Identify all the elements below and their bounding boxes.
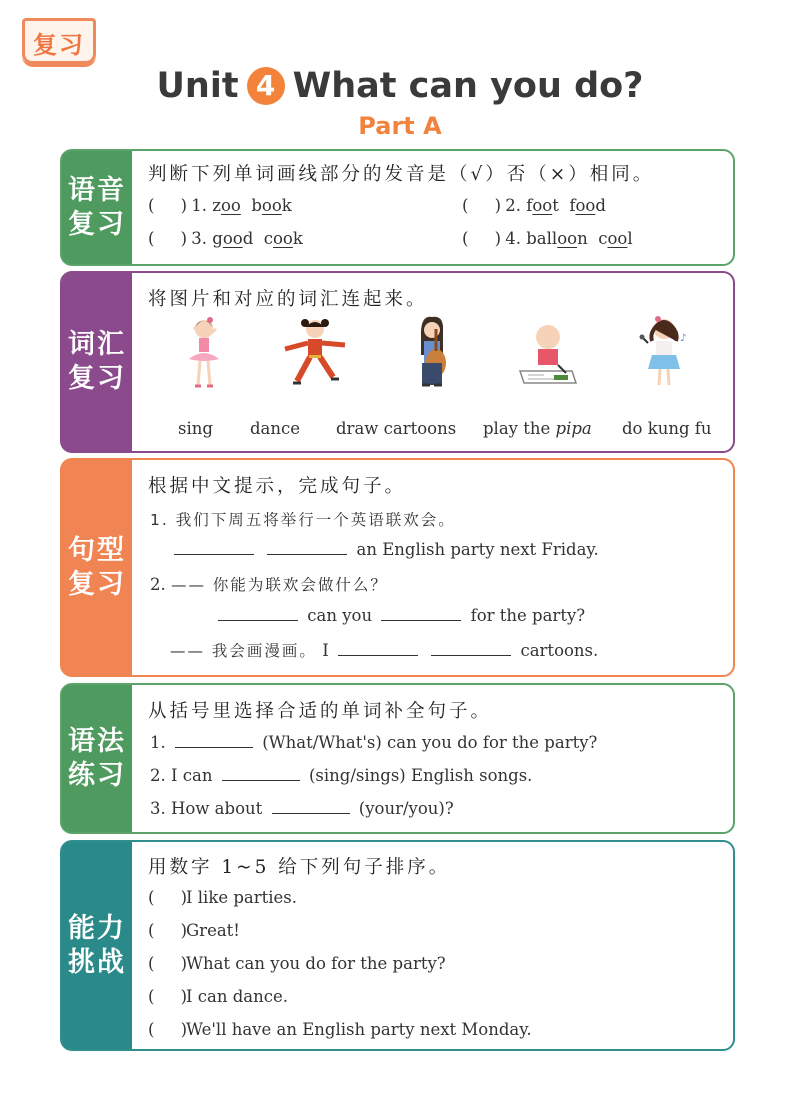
word-part: k — [281, 196, 292, 215]
underlined-part: oo — [222, 229, 243, 248]
word-food — [569, 196, 606, 215]
sentence-q1-english — [170, 540, 599, 559]
word-balloon — [526, 229, 587, 248]
title-question: What can you do? — [292, 66, 644, 106]
tab-line-2: 挑战 — [68, 946, 126, 978]
answer-blank[interactable] — [338, 654, 418, 656]
vocab-text: play the — [483, 419, 551, 438]
page-title — [0, 66, 800, 110]
singing-picture[interactable] — [634, 315, 694, 391]
vocab-word-dance[interactable]: dance — [250, 419, 301, 438]
vocab-italic: pipa — [555, 419, 592, 438]
grammar-instruction: 从括号里选择合适的单词补全句子。 — [148, 701, 493, 722]
sentence-text: 3. How about — [150, 799, 263, 818]
word-cook — [264, 229, 303, 248]
word-part: l — [627, 229, 633, 248]
grammar-item-1 — [150, 733, 597, 752]
answer-blank[interactable] — [175, 746, 253, 748]
phonics-review-panel — [60, 149, 735, 266]
sentence-q1-chinese: 1. 我们下周五将举行一个英语联欢会。 — [150, 511, 456, 529]
underlined-part: oo — [607, 229, 628, 248]
tab-line-1: 词汇 — [68, 329, 126, 360]
challenge-item — [148, 987, 288, 1006]
vocab-word-draw-cartoons[interactable]: draw cartoons — [336, 419, 457, 438]
word-part: n — [577, 229, 588, 248]
answer-blank[interactable] — [222, 779, 300, 781]
answer-paren[interactable]: ( ) — [148, 987, 188, 1006]
review-badge-label: 复习 — [33, 31, 85, 59]
underlined-part: oo — [273, 229, 293, 248]
tab-line-1: 句型 — [68, 534, 126, 566]
sentence-text: —— 你能为联欢会做什么？ — [171, 576, 388, 594]
challenge-item — [148, 954, 446, 973]
challenge-panel — [60, 840, 735, 1051]
word-part: ball — [526, 229, 558, 248]
tab-line-2: 复习 — [68, 363, 126, 394]
answer-paren[interactable]: ( ) — [148, 1020, 188, 1039]
answer-paren[interactable]: ( ) — [148, 921, 188, 940]
sentence-text: 2. I can — [150, 766, 213, 785]
underlined-part: oo — [575, 196, 596, 215]
word-part: c — [598, 229, 608, 248]
ballet-dancer-picture[interactable] — [174, 315, 234, 391]
underlined-part: oo — [261, 196, 282, 215]
sentence-text: I can dance. — [186, 987, 288, 1006]
sentence-q2-english — [214, 606, 585, 625]
answer-blank[interactable] — [174, 553, 254, 555]
word-foot — [526, 196, 559, 215]
item-number: 3. — [191, 229, 207, 248]
word-part: f — [526, 196, 533, 215]
word-part: b — [251, 196, 262, 215]
sentence-review-panel — [60, 458, 735, 677]
phonics-instruction: 判断下列单词画线部分的发音是（√）否（×）相同。 — [148, 164, 655, 185]
sentence-text: can you — [307, 606, 373, 625]
page-subtitle: Part A — [358, 112, 442, 140]
sentence-text: Great! — [186, 921, 240, 940]
item-number: 1. — [191, 196, 207, 215]
answer-paren[interactable]: ( ) — [148, 954, 188, 973]
phonics-tab — [62, 151, 132, 264]
sentence-instruction: 根据中文提示，完成句子。 — [148, 476, 407, 497]
item-number: 2. — [505, 196, 521, 215]
review-badge — [22, 18, 96, 64]
answer-blank[interactable] — [381, 619, 461, 621]
item-number: 2. — [150, 575, 166, 594]
answer-paren[interactable]: ( ) — [148, 229, 188, 248]
sentence-tab — [62, 460, 132, 675]
underlined-part: oo — [557, 229, 578, 248]
word-part: g — [212, 229, 223, 248]
item-number: 4. — [505, 229, 521, 248]
answer-paren[interactable]: ( ) — [462, 229, 502, 248]
phonics-item-4 — [462, 229, 633, 248]
underlined-part: oo — [532, 196, 553, 215]
grammar-practice-panel — [60, 683, 735, 834]
sentence-text: (your/you)? — [358, 799, 454, 818]
answer-paren[interactable]: ( ) — [148, 196, 188, 215]
phonics-item-2 — [462, 196, 606, 215]
vocabulary-tab — [62, 273, 132, 451]
tab-line-2: 复习 — [68, 208, 126, 240]
sentence-text: (sing/sings) English songs. — [308, 766, 533, 785]
vocab-word-do-kung-fu[interactable]: do kung fu — [622, 419, 712, 438]
challenge-item — [148, 1020, 532, 1039]
grammar-item-3 — [150, 799, 454, 818]
drawing-cartoons-picture[interactable] — [514, 315, 582, 391]
word-zoo — [212, 196, 241, 215]
answer-blank[interactable] — [267, 553, 347, 555]
answer-blank[interactable] — [431, 654, 511, 656]
unit-number-badge: 4 — [247, 67, 285, 105]
sentence-q2-chinese — [150, 573, 388, 595]
answer-paren[interactable]: ( ) — [148, 888, 188, 907]
challenge-tab — [62, 842, 132, 1049]
word-book — [251, 196, 291, 215]
sentence-text: I like parties. — [186, 888, 297, 907]
tab-line-2: 练习 — [68, 759, 126, 791]
underlined-part: oo — [220, 196, 241, 215]
sentence-text: an English party next Friday. — [356, 540, 599, 559]
sentence-text: —— 我会画漫画。 — [170, 642, 317, 660]
tab-line-1: 语音 — [68, 174, 126, 206]
answer-paren[interactable]: ( ) — [462, 196, 502, 215]
vocab-word-play-the-pipa[interactable] — [483, 419, 592, 438]
word-part: d — [595, 196, 606, 215]
tab-line-1: 能力 — [68, 912, 126, 944]
sentence-q2-answer — [170, 639, 598, 661]
phonics-item-3 — [148, 229, 303, 248]
answer-blank[interactable] — [218, 619, 298, 621]
phonics-item-1 — [148, 196, 292, 215]
vocab-word-sing[interactable]: sing — [178, 419, 213, 438]
word-part: f — [569, 196, 576, 215]
word-part: t — [552, 196, 559, 215]
item-number: 1. — [150, 733, 166, 752]
sentence-text: (What/What's) can you do for the party? — [262, 733, 598, 752]
sentence-text: What can you do for the party? — [186, 954, 446, 973]
kung-fu-picture[interactable] — [279, 315, 351, 391]
challenge-item — [148, 888, 297, 907]
sentence-text: I — [322, 641, 329, 660]
tab-line-2: 复习 — [68, 568, 126, 600]
pipa-player-picture[interactable] — [402, 315, 462, 391]
sentence-text: cartoons. — [520, 641, 599, 660]
grammar-tab — [62, 685, 132, 832]
challenge-instruction: 用数字 1~5 给下列句子排序。 — [148, 857, 451, 878]
answer-blank[interactable] — [272, 812, 350, 814]
sentence-text: for the party? — [470, 606, 586, 625]
sentence-text: We'll have an English party next Monday. — [186, 1020, 532, 1039]
tab-line-1: 语法 — [68, 725, 126, 757]
word-part: z — [212, 196, 221, 215]
vocabulary-review-panel — [60, 271, 735, 453]
word-part: k — [292, 229, 303, 248]
vocabulary-instruction: 将图片和对应的词汇连起来。 — [148, 289, 428, 310]
word-good — [212, 229, 253, 248]
word-part: d — [242, 229, 254, 248]
word-cool — [598, 229, 632, 248]
challenge-item — [148, 921, 240, 940]
svg-text:♪: ♪ — [680, 333, 687, 344]
title-unit: Unit — [156, 66, 239, 106]
grammar-item-2 — [150, 766, 532, 785]
word-part: c — [263, 229, 273, 248]
